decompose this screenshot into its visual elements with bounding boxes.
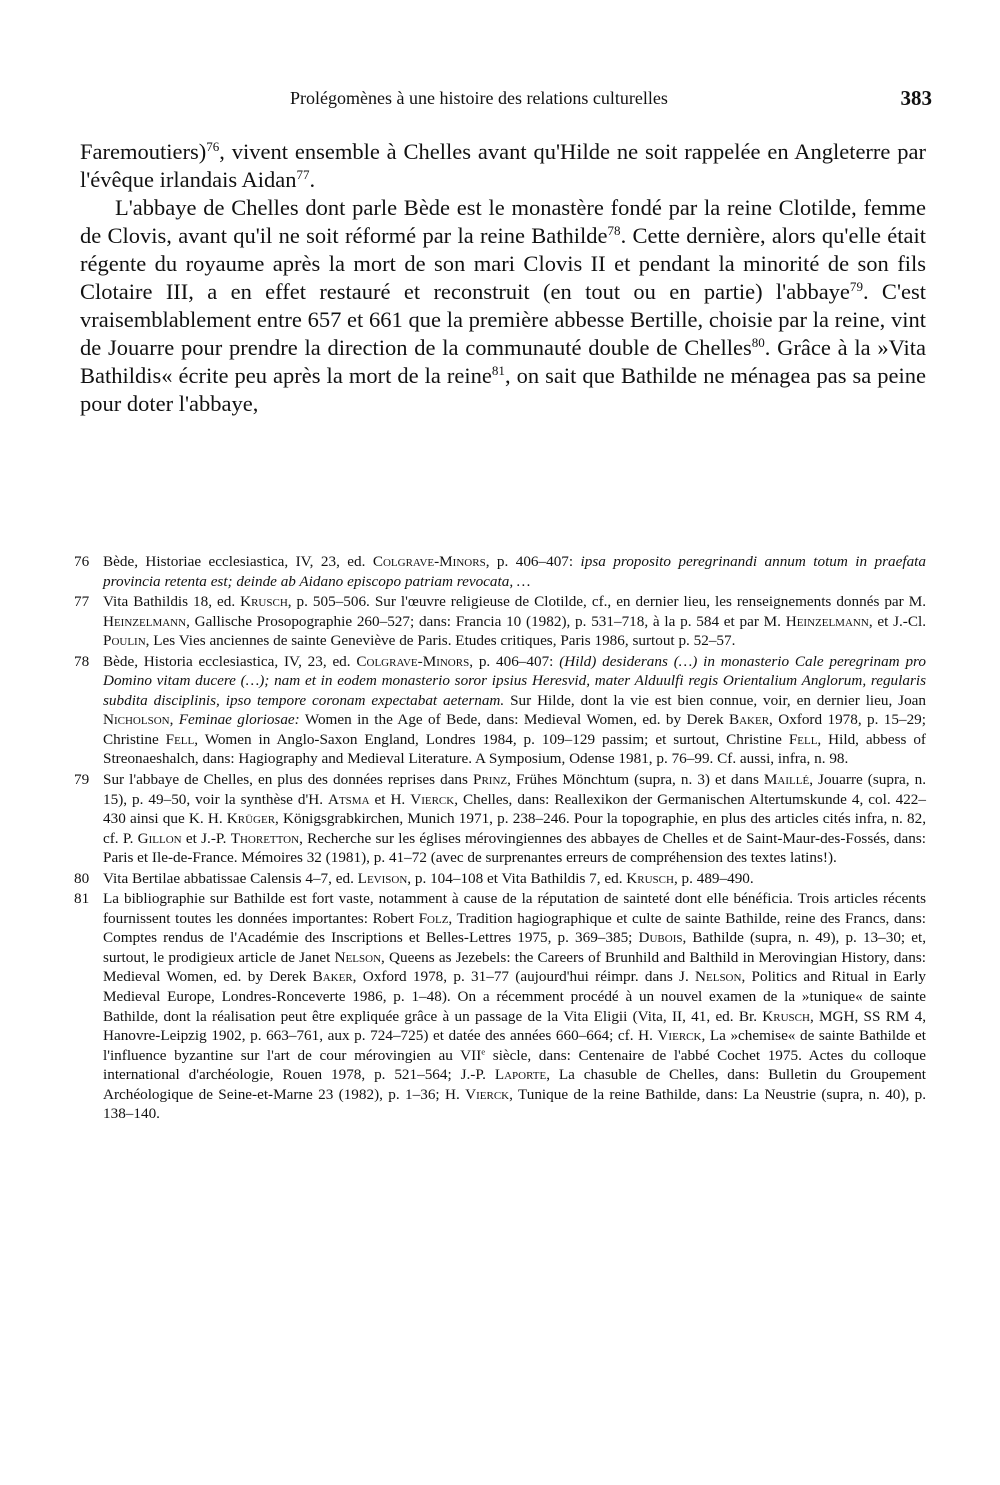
- paragraph-2: [80, 194, 926, 418]
- text-span: , Oxford 1978, p. 15–29; Christine: [103, 711, 926, 748]
- footnote-ref-81[interactable]: 81: [491, 362, 505, 378]
- text-span: , Jouarre (supra, n. 15), p. 49–50, voir la synthèse d'H.: [103, 771, 926, 808]
- text-span: . Cette dernière, alors qu'elle était régente du royaume après la mort de son mari Clovis II et pendant la minorité de son fils Clotaire III, a en effet restauré et reconstruit (en tout ou en partie) l'abbaye: [80, 223, 926, 304]
- text-span: , La chasuble de Chelles, dans: Bulletin du Groupement Archéologique de Seine-et-Marne 23 (1982), p. 1–36; H.: [103, 1066, 927, 1103]
- text-span: , Chelles, dans: Reallexikon der Germanischen Altertumskunde 4, col. 422–430 ainsi que K. H.: [103, 790, 926, 828]
- text-span: .: [309, 167, 316, 192]
- text-span: , MGH, SS RM 4, Hanovre-Leipzig 1902, p. 663–761, aux p. 724–725) et datée des années 660–664; cf. H.: [103, 1007, 927, 1045]
- author-name: Prinz: [473, 771, 508, 789]
- author-name: Colgrave-Minors: [372, 553, 486, 570]
- footnote-80: [74, 869, 926, 889]
- text-span: , p. 489–490.: [673, 869, 754, 887]
- paragraph-1: [80, 138, 926, 194]
- footnote-number: 78: [74, 652, 90, 670]
- footnote-ref-79[interactable]: 79: [849, 278, 863, 294]
- text-span: , Frühes Mönchtum (supra, n. 3) et dans: [507, 771, 764, 789]
- text-span: siècle, dans: Centenaire de l'abbé Cochet 1975. Actes du colloque international d'archéologie, Rouen 1978, p. 521–564; J.-P.: [103, 1046, 926, 1084]
- author-name: Gillon: [137, 829, 182, 847]
- footnote-79: [74, 770, 926, 868]
- text-span: Women in the Age of Bede, dans: Medieval Women, ed. by Derek: [299, 711, 729, 729]
- footnote-ref-80[interactable]: 80: [751, 334, 765, 350]
- author-name: Vierck: [410, 790, 455, 808]
- text-span: , Oxford 1978, p. 31–77 (aujourd'hui réimpr. dans J.: [352, 968, 696, 986]
- author-name: Heinzelmann: [103, 612, 187, 630]
- text-span: , Hild, abbess of Streonaeshalch, dans: Hagiography and Medieval Literature. A Symposium, Odense 1981, p. 76–99. Cf. aussi, infra, n. 98.: [103, 730, 926, 768]
- text-span: , p. 406–407:: [469, 652, 560, 670]
- footnote-number: 80: [74, 869, 90, 887]
- text-span: , Politics and Ritual in Early Medieval Europe, Londres-Ronceverte 1986, p. 1–48). On a récemment procédé à un nouvel examen de la »tunique« de sainte Bathilde, dont la réalisation peut être expliquée grâce à un passage de la Vita Eligii (Vita, II, 41, ed. Br.: [103, 968, 927, 1025]
- author-name: Colgrave-Minors: [356, 652, 470, 670]
- text-span: Faremoutiers): [80, 139, 207, 164]
- text-span: Vita Bertilae abbatissae Calensis 4–7, ed.: [103, 869, 358, 887]
- author-name: Laporte: [494, 1066, 547, 1084]
- text-span: Sur Hilde, dont la vie est bien connue, voir, en dernier lieu, Joan: [504, 691, 926, 709]
- text-span: , Gallische Prosopographie 260–527; dans: Francia 10 (1982), p. 531–718, à la p. 584 et par M.: [186, 612, 786, 630]
- author-name: Dubois: [638, 929, 683, 947]
- work-title: Feminae gloriosae:: [178, 711, 300, 729]
- running-title: Prolégomènes à une histoire des relations culturelles: [290, 88, 668, 108]
- text-span: , Tradition hagiographique et culte de sainte Bathilde, reine des Francs, dans: Comptes rendus de l'Académie des Inscriptions et Belles-Lettres 1975, p. 369–385;: [103, 909, 926, 947]
- footnote-81: [74, 889, 926, 1124]
- text-span: , et J.-Cl.: [868, 612, 926, 630]
- text-span: , p. 505–506. Sur l'œuvre religieuse de Clotilde, cf., en dernier lieu, les renseignements donnés par M.: [287, 593, 926, 611]
- footnote-76: [74, 552, 926, 591]
- author-name: Baker: [312, 968, 353, 986]
- footnote-ref-77[interactable]: 77: [296, 166, 310, 182]
- author-name: Nelson: [334, 948, 382, 966]
- footnote-78: [74, 652, 926, 769]
- text-span: Bède, Historiae ecclesiastica, IV, 23, ed.: [103, 553, 373, 570]
- footnotes: [74, 552, 926, 1125]
- author-name: Thoretton: [230, 829, 300, 847]
- page-number: 383: [900, 86, 932, 110]
- author-name: Krusch: [626, 869, 674, 887]
- main-text: [80, 138, 926, 418]
- text-span: Bède, Historia ecclesiastica, IV, 23, ed.: [103, 652, 357, 670]
- text-span: L'abbaye de Chelles dont parle Bède est le monastère fondé par la reine Clotilde, femme de Clovis, avant qu'il ne soit réformé par la reine Bathilde: [80, 195, 926, 248]
- author-name: Poulin: [103, 632, 146, 650]
- text-span: , Queens as Jezebels: the Careers of Brunhild and Balthild in Merovingian History, dans: Medieval Women, ed. by Derek: [103, 948, 926, 986]
- author-name: Maillé: [763, 771, 810, 789]
- text-span: et H.: [369, 790, 411, 808]
- footnote-ref-76[interactable]: 76: [206, 138, 220, 154]
- text-span: . C'est vraisemblablement entre 657 et 661 que la première abbesse Bertille, choisie par la reine, vint de Jouarre pour prendre la direction de la communauté double de Chelles: [80, 279, 926, 360]
- author-name: Atsma: [327, 790, 370, 808]
- text-span: , Les Vies anciennes de sainte Geneviève de Paris. Etudes critiques, Paris 1986, surtout p. 52–57.: [145, 632, 736, 650]
- text-span: et J.-P.: [181, 829, 231, 847]
- text-span: , p. 104–108 et Vita Bathildis 7, ed.: [407, 869, 627, 887]
- text-span: La bibliographie sur Bathilde est fort vaste, notamment à cause de la réputation de sainteté dont elle bénéficia. Trois articles récents fournissent toutes les données importantes: Robert: [103, 890, 926, 927]
- footnote-number: 81: [74, 890, 90, 908]
- author-name: Baker: [728, 711, 770, 729]
- footnote-number: 76: [74, 553, 90, 570]
- superscript: e: [481, 1046, 486, 1057]
- text-span: ,: [169, 711, 179, 729]
- author-name: Vierck: [657, 1027, 702, 1045]
- author-name: Krüger: [226, 810, 276, 828]
- text-span: , Bathilde (supra, n. 49), p. 13–30; et, surtout, le prodigieux article de Janet: [103, 929, 926, 966]
- author-name: Levison: [357, 869, 408, 887]
- text-span: . Grâce à la »Vita Bathildis« écrite peu après la mort de la reine: [80, 335, 927, 388]
- author-name: Vierck: [465, 1085, 510, 1103]
- text-span: , vivent ensemble à Chelles avant qu'Hilde ne soit rappelée en Angleterre par l'évêque irlandais Aidan: [80, 139, 926, 192]
- author-name: Krusch: [240, 593, 288, 611]
- latin-quote: ipsa proposito peregrinandi annum totum in praefata provincia retenta est; deinde ab Aidano episcopo patriam revocata, …: [103, 553, 926, 590]
- footnote-number: 79: [74, 771, 90, 789]
- text-span: , Recherche sur les églises mérovingiennes des abbayes de Chelles et de Saint-Maur-des-Fossés, dans: Paris et Ile-de-France. Mémoires 32 (1981), p. 41–72 (avec de surprenantes erreurs de compréhension des textes latins!).: [103, 829, 926, 867]
- author-name: Nelson: [695, 968, 742, 986]
- author-name: Nicholson: [103, 711, 170, 729]
- running-header: [290, 88, 932, 116]
- text-span: Vita Bathildis 18, ed.: [103, 593, 241, 611]
- author-name: Heinzelmann: [785, 612, 869, 630]
- footnote-number: 77: [74, 593, 90, 611]
- footnote-ref-78[interactable]: 78: [607, 222, 621, 238]
- text-span: , p. 406–407:: [485, 553, 581, 570]
- text-span: , on sait que Bathilde ne ménagea pas sa peine pour doter l'abbaye,: [80, 363, 926, 416]
- footnote-77: [74, 592, 926, 651]
- text-span: , Königsgrabkirchen, Munich 1971, p. 238–246. Pour la topographie, en plus des articles cités infra, n. 82, cf. P.: [103, 810, 926, 847]
- text-span: , Tunique de la reine Bathilde, dans: La Neustrie (supra, n. 40), p. 138–140.: [103, 1085, 927, 1123]
- author-name: Fell: [788, 730, 818, 748]
- author-name: Fell: [165, 730, 195, 748]
- author-name: Krusch: [762, 1007, 810, 1025]
- text-span: , Women in Anglo-Saxon England, Londres 1984, p. 109–129 passim; et surtout, Christine: [194, 730, 789, 748]
- latin-quote: (Hild) desiderans (…) in monasterio Cale peregrinam pro Domino vitam ducere (…); nam et in eodem monasterio soror ipsius Heresvid, mater Alduulfi regis Orientalium Anglorum, regularis subdita disciplinis, ipso tempore coronam expectabat aeternam.: [103, 652, 926, 709]
- text-span: Sur l'abbaye de Chelles, en plus des données reprises dans: [103, 771, 473, 789]
- text-span: , La »chemise« de sainte Bathilde et l'influence byzantine sur l'art de cour mérovingien au VII: [103, 1027, 926, 1064]
- author-name: Folz: [418, 909, 449, 927]
